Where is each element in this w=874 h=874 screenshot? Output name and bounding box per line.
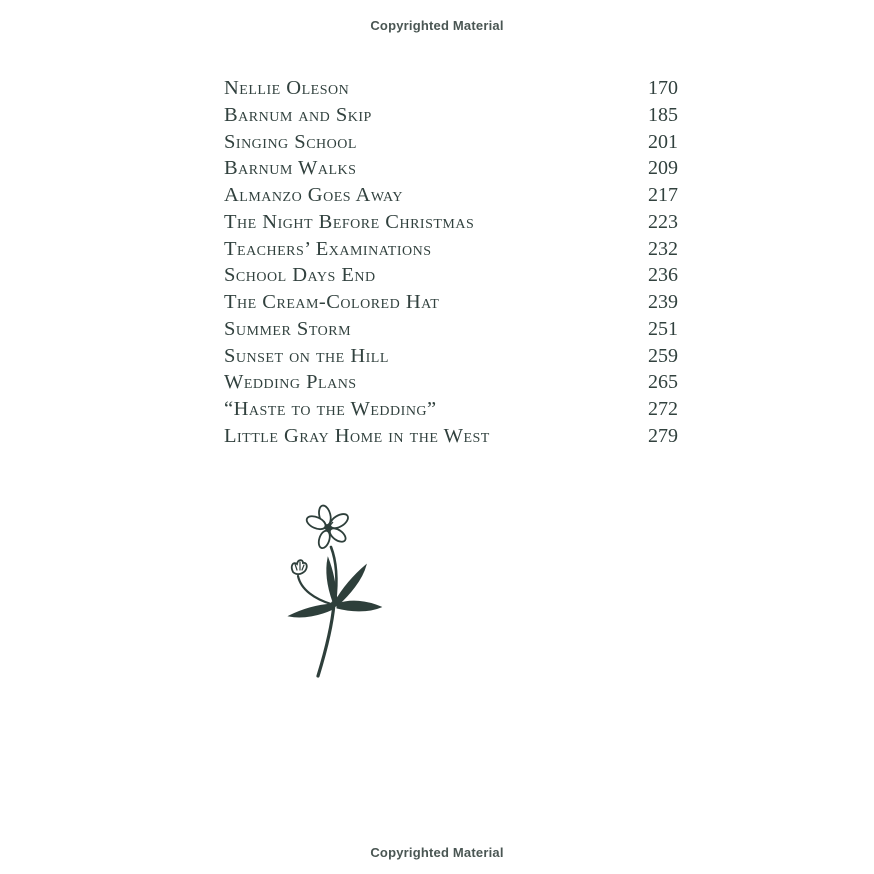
toc-entry <box>224 371 678 398</box>
toc-entry <box>224 425 678 452</box>
chapter-title: Barnum and Skip <box>224 103 372 126</box>
toc-entry <box>224 157 678 184</box>
toc-entry <box>224 77 678 104</box>
toc-list <box>224 77 678 452</box>
chapter-page-number: 232 <box>648 237 678 260</box>
chapter-title: Teachers’ Examinations <box>224 237 432 260</box>
toc-entry <box>224 238 678 265</box>
chapter-page-number: 279 <box>648 424 678 447</box>
chapter-page-number: 223 <box>648 210 678 233</box>
copyright-notice-top: Copyrighted Material <box>370 18 504 33</box>
chapter-title: Barnum Walks <box>224 157 357 180</box>
chapter-title: School Days End <box>224 264 376 287</box>
toc-entry <box>224 318 678 345</box>
toc-entry <box>224 345 678 372</box>
chapter-title: Nellie Oleson <box>224 77 350 99</box>
chapter-page-number: 272 <box>648 398 678 420</box>
chapter-page-number: 185 <box>648 103 678 126</box>
copyright-notice-bottom: Copyrighted Material <box>370 845 504 860</box>
chapter-page-number: 201 <box>648 130 678 153</box>
wildflower-illustration <box>285 498 410 680</box>
chapter-title: The Cream-Colored Hat <box>224 291 440 313</box>
toc-entry <box>224 211 678 238</box>
chapter-page-number: 209 <box>648 157 678 180</box>
chapter-title: “Haste to the Wedding” <box>224 398 437 420</box>
toc-entry <box>224 104 678 131</box>
chapter-page-number: 259 <box>648 344 678 367</box>
toc-entry <box>224 291 678 318</box>
chapter-page-number: 217 <box>648 184 678 206</box>
chapter-title: Almanzo Goes Away <box>224 184 403 206</box>
toc-entry <box>224 398 678 425</box>
chapter-title: The Night Before Christmas <box>224 210 475 233</box>
toc-entry <box>224 184 678 211</box>
chapter-title: Little Gray Home in the West <box>224 424 490 447</box>
chapter-page-number: 265 <box>648 371 678 394</box>
chapter-page-number: 236 <box>648 264 678 287</box>
chapter-title: Summer Storm <box>224 317 352 340</box>
chapter-title: Singing School <box>224 130 357 153</box>
chapter-title: Sunset on the Hill <box>224 344 389 367</box>
chapter-page-number: 251 <box>648 317 678 340</box>
toc-entry <box>224 131 678 158</box>
chapter-page-number: 170 <box>648 77 678 99</box>
chapter-title: Wedding Plans <box>224 371 357 394</box>
chapter-page-number: 239 <box>648 291 678 313</box>
toc-entry <box>224 264 678 291</box>
